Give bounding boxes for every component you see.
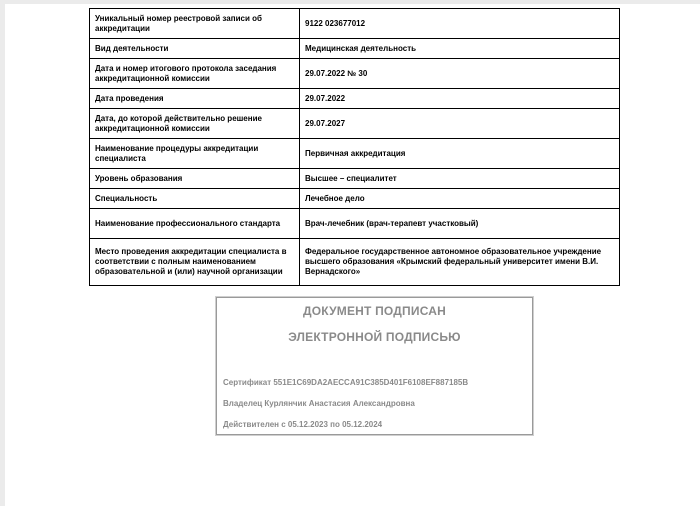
- row-label: Дата, до которой действительно решение аккредитационной комиссии: [90, 109, 300, 138]
- document-page: [5, 4, 700, 506]
- accreditation-table: [89, 8, 620, 286]
- row-value: Врач-лечебник (врач-терапевт участковый): [305, 218, 479, 228]
- row-value: Медицинская деятельность: [305, 43, 417, 53]
- row-label: Дата проведения: [90, 89, 300, 108]
- row-value: Высшее – специалитет: [305, 173, 397, 183]
- row-label: Специальность: [90, 189, 300, 208]
- table-row: [90, 39, 619, 59]
- row-value: 29.07.2022: [305, 93, 346, 103]
- stamp-validity: Действителен с 05.12.2023 по 05.12.2024: [223, 420, 383, 429]
- table-row: [90, 109, 619, 139]
- table-row: [90, 189, 619, 209]
- row-label: Уровень образования: [90, 169, 300, 188]
- table-row: [90, 209, 619, 239]
- table-row: [90, 9, 619, 39]
- table-row: [90, 139, 619, 169]
- row-value: 29.07.2027: [305, 118, 346, 128]
- row-value: Первичная аккредитация: [305, 148, 406, 158]
- row-label: Наименование процедуры аккредитации специалиста: [90, 139, 300, 168]
- stamp-title-line1: ДОКУМЕНТ ПОДПИСАН: [303, 304, 446, 318]
- row-value: Федеральное государственное автономное образовательное учреждение высшего образования «Крымский федеральный университет имени В.И. Вернадского»: [305, 247, 602, 276]
- table-row: [90, 89, 619, 109]
- row-label: Вид деятельности: [90, 39, 300, 58]
- table-row: [90, 59, 619, 89]
- row-value: 29.07.2022 № 30: [305, 68, 368, 78]
- stamp-owner: Владелец Курлянчик Анастасия Александровна: [223, 399, 415, 408]
- stamp-title-line2: ЭЛЕКТРОННОЙ ПОДПИСЬЮ: [288, 330, 461, 344]
- table-row: [90, 169, 619, 189]
- table-row: [90, 239, 619, 285]
- row-value: 9122 023677012: [305, 18, 366, 28]
- row-label: Место проведения аккредитации специалиста в соответствии с полным наименованием образовательной и (или) научной организации: [90, 239, 300, 285]
- row-label: Уникальный номер реестровой записи об аккредитации: [90, 9, 300, 38]
- electronic-signature-stamp: [216, 297, 533, 435]
- row-label: Дата и номер итогового протокола заседания аккредитационной комиссии: [90, 59, 300, 88]
- row-value: Лечебное дело: [305, 193, 365, 203]
- stamp-certificate: Сертификат 551E1C69DA2AECCA91C385D401F6108EF887185B: [223, 378, 469, 387]
- row-label: Наименование профессионального стандарта: [90, 209, 300, 238]
